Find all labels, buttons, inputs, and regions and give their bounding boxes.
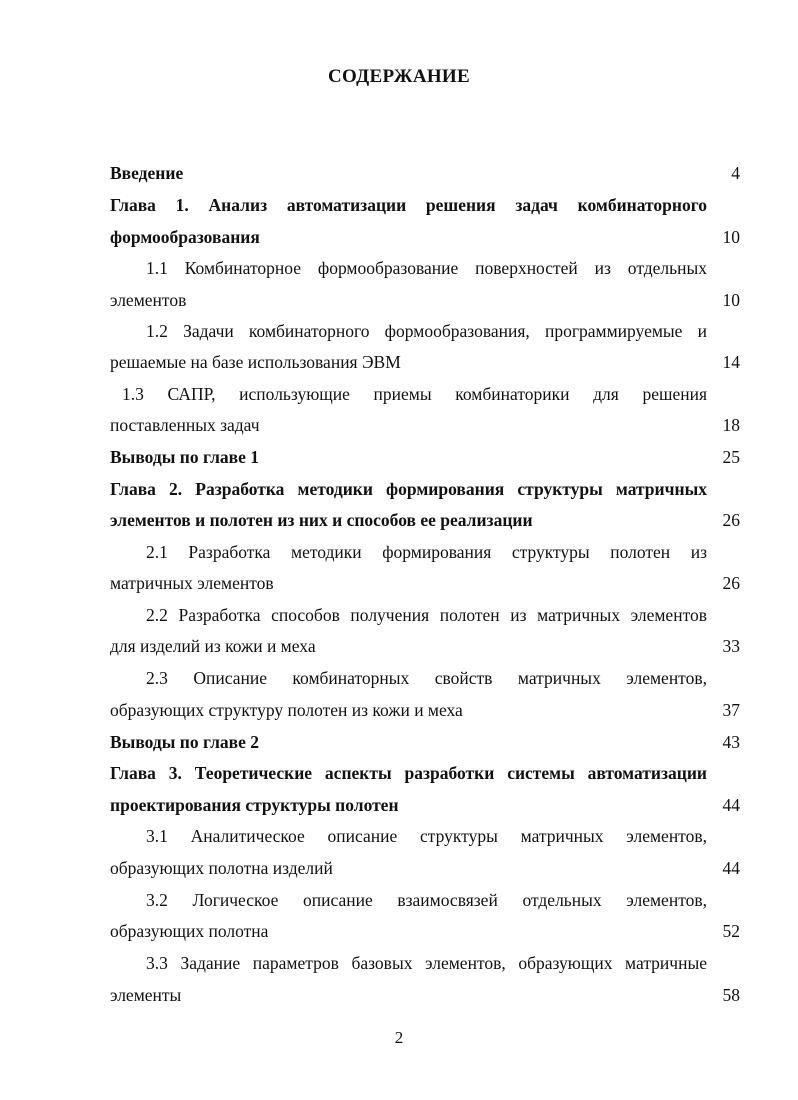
toc-entry-section-3-3-line-2: элементы (110, 985, 182, 1005)
toc-page-number: 58 (722, 985, 740, 1005)
toc-page-number: 43 (722, 732, 740, 752)
toc-entry-section-1-2-line-2: решаемые на базе использования ЭВМ (110, 352, 401, 372)
toc-entry-chapter-1-line-2: формообразования (110, 227, 260, 247)
toc-entry-section-3-1-line-2: образующих полотна изделий (110, 858, 333, 878)
toc-entry-section-3-2-line-1: 3.2 Логическое описание взаимосвязей отдельных элементов, (146, 890, 707, 910)
toc-page-number: 44 (722, 858, 740, 878)
toc-entry-conclusions-chapter-1: Выводы по главе 1 (110, 447, 259, 467)
toc-page-number: 26 (722, 573, 740, 593)
toc-page-number: 37 (722, 700, 740, 720)
toc-page-number: 10 (722, 290, 740, 310)
page-number: 2 (394, 1028, 404, 1047)
toc-page-number: 4 (731, 163, 740, 183)
toc-entry-section-2-3-line-2: образующих структуру полотен из кожи и меха (110, 700, 463, 720)
toc-entry-chapter-1-line-1: Глава 1. Анализ автоматизации решения задач комбинаторного (110, 195, 707, 215)
toc-entry-section-2-1-line-1: 2.1 Разработка методики формирования структуры полотен из (146, 542, 707, 562)
toc-entry-section-2-2-line-2: для изделий из кожи и меха (110, 636, 316, 656)
toc-page-number: 52 (722, 921, 740, 941)
page-title: СОДЕРЖАНИЕ (328, 66, 470, 87)
toc-entry-section-1-1-line-1: 1.1 Комбинаторное формообразование поверхностей из отдельных (146, 258, 707, 278)
toc-entry-section-2-1-line-2: матричных элементов (110, 573, 274, 593)
toc-entry-section-3-3-line-1: 3.3 Задание параметров базовых элементов, образующих матричные (146, 953, 707, 973)
toc-entry-section-1-3-line-2: поставленных задач (110, 415, 260, 435)
toc-entry-section-1-2-line-1: 1.2 Задачи комбинаторного формообразования, программируемые и (146, 321, 707, 341)
toc-page-number: 26 (722, 510, 740, 530)
toc-entry-section-3-1-line-1: 3.1 Аналитическое описание структуры матричных элементов, (146, 826, 707, 846)
toc-entry-section-3-2-line-2: образующих полотна (110, 921, 269, 941)
toc-entry-section-1-3-line-1: 1.3 САПР, использующие приемы комбинаторики для решения (122, 384, 707, 404)
toc-page-number: 44 (722, 795, 740, 815)
toc-entry-section-2-2-line-1: 2.2 Разработка способов получения полотен из матричных элементов (146, 605, 707, 625)
toc-page-number: 18 (722, 415, 740, 435)
toc-entry-chapter-2-line-2: элементов и полотен из них и способов ее реализации (110, 510, 533, 530)
toc-entry-section-2-3-line-1: 2.3 Описание комбинаторных свойств матричных элементов, (146, 668, 707, 688)
toc-page-number: 25 (722, 447, 740, 467)
toc-page-number: 10 (722, 227, 740, 247)
toc-entry-chapter-3-line-1: Глава 3. Теоретические аспекты разработки системы автоматизации (110, 763, 707, 783)
toc-entry-chapter-3-line-2: проектирования структуры полотен (110, 795, 399, 815)
toc-entry-conclusions-chapter-2: Выводы по главе 2 (110, 732, 259, 752)
toc-entry-section-1-1-line-2: элементов (110, 290, 187, 310)
toc-page-number: 14 (722, 352, 740, 372)
toc-entry-chapter-2-line-1: Глава 2. Разработка методики формирования структуры матричных (110, 479, 707, 499)
toc-entry-introduction: Введение (110, 163, 184, 183)
toc-page-number: 33 (722, 636, 740, 656)
